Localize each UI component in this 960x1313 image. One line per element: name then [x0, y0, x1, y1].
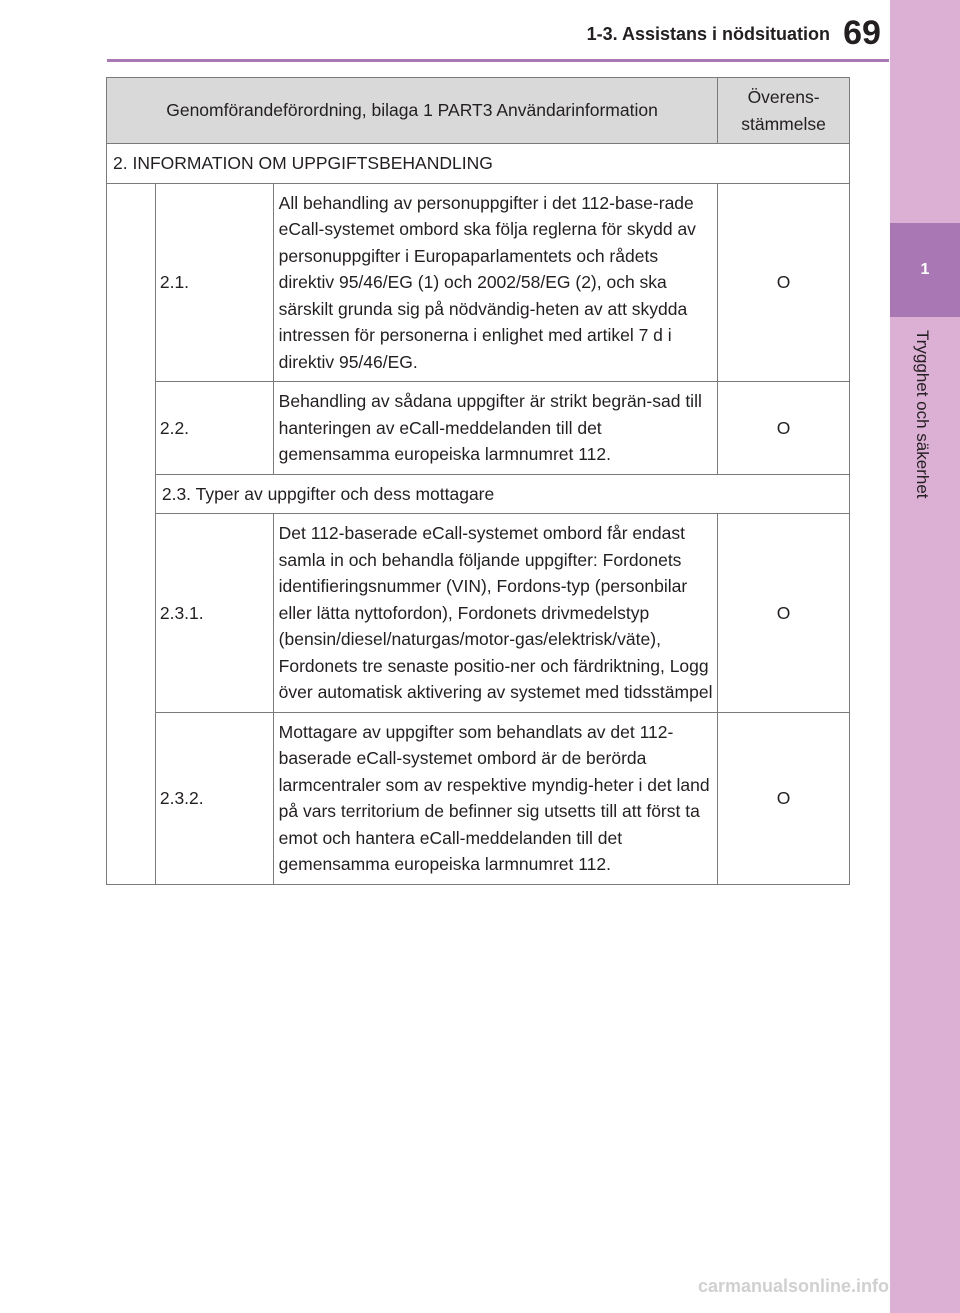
clause-text: Mottagare av uppgifter som behandlats av det 112-baserade eCall-systemet ombord är de berörda larmcentraler som av respektive myndig-heter i det land på vars territorium de befinner sig utsetts till att först ta emot och hantera eCall-meddelanden till det gemensamma europeiska larmnumret 112. [273, 712, 717, 884]
clause-number: 2.3.2. [155, 712, 273, 884]
clause-text: Behandling av sådana uppgifter är strikt begrän-sad till hanteringen av eCall-meddelanden till det gemensamma europeiska larmnumret 112. [273, 382, 717, 475]
clause-number: 2.1. [155, 183, 273, 382]
conformity-mark: O [718, 712, 850, 884]
conformity-mark: O [718, 514, 850, 713]
indent-cell [107, 183, 156, 884]
table-row [107, 712, 850, 884]
conformity-mark: O [718, 183, 850, 382]
table-row [107, 474, 850, 514]
subsection-heading: 2.3. Typer av uppgifter och dess mottagare [155, 474, 849, 514]
clause-text: Det 112-baserade eCall-systemet ombord får endast samla in och behandla följande uppgifter: Fordonets identifieringsnummer (VIN), Fordons-typ (personbilar eller lätta nyttofordon), Fordonets drivmedelstyp (bensin/diesel/naturgas/motor-gas/elektrisk/väte), Fordonets tre senaste positio-ner och färdriktning, Logg över automatisk aktivering av systemet med tidsstämpel [273, 514, 717, 713]
conformity-table [106, 77, 850, 885]
page-number: 69 [843, 14, 881, 52]
table-row [107, 382, 850, 475]
requirement-column-header: Genomförandeförordning, bilaga 1 PART3 Användarinformation [107, 78, 718, 144]
clause-number: 2.2. [155, 382, 273, 475]
section-heading: 2. INFORMATION OM UPPGIFTSBEHANDLING [107, 144, 850, 184]
watermark: carmanualsonline.info [698, 1276, 890, 1296]
clause-text: All behandling av personuppgifter i det 112-base-rade eCall-systemet ombord ska följa reglerna för skydd av personuppgifter i Europaparlamentets och rådets direktiv 95/46/EG (1) och 2002/58/EG (2), och ska särskilt grunda sig på nödvändig-heten av att skydda intressen för personerna i enlighet med artikel 7 d i direktiv 95/46/EG. [273, 183, 717, 382]
section-title: 1-3. Assistans i nödsituation [586, 24, 830, 44]
chapter-title: Trygghet och säkerhet [913, 330, 932, 499]
table-row [107, 144, 850, 184]
conformity-column-header: Överens-stämmelse [718, 78, 850, 144]
table-row [107, 183, 850, 382]
header-divider [107, 59, 889, 62]
conformity-mark: O [718, 382, 850, 475]
table-header-row [107, 78, 850, 144]
clause-number: 2.3.1. [155, 514, 273, 713]
table-row [107, 514, 850, 713]
side-tab-bar [890, 0, 960, 1313]
chapter-number: 1 [920, 261, 930, 278]
chapter-tab[interactable] [890, 223, 960, 317]
